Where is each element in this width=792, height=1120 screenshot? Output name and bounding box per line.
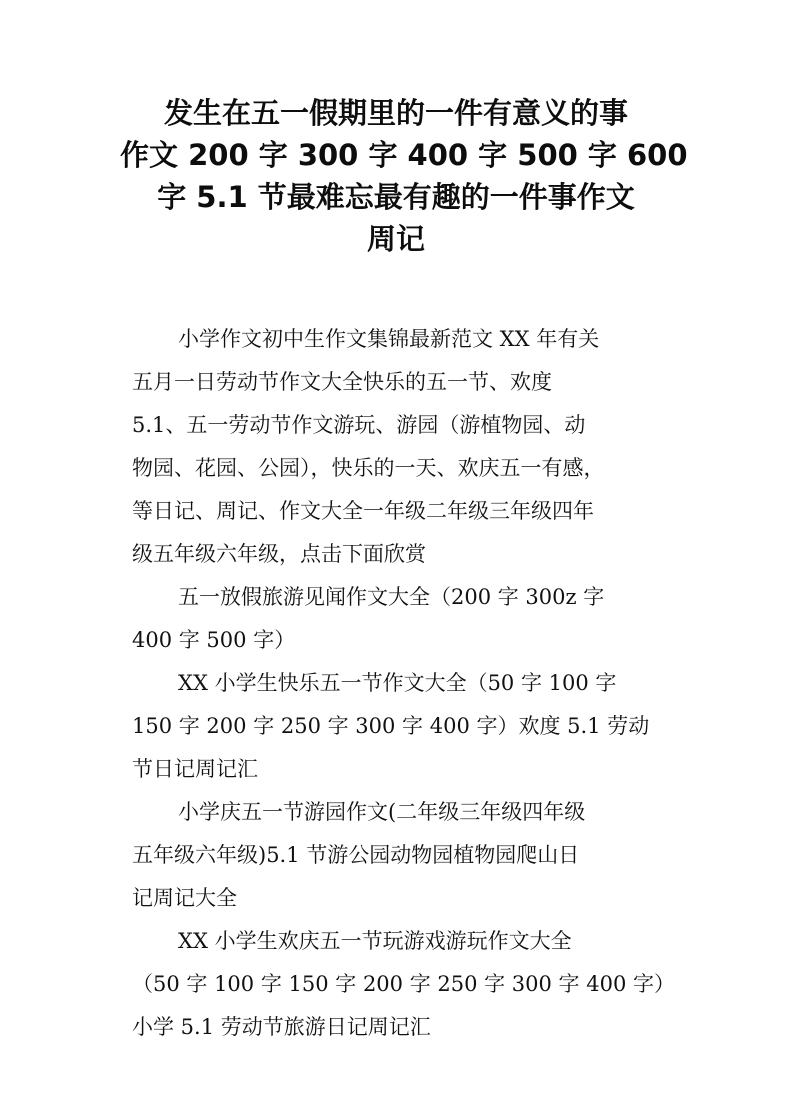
paragraph-2	[132, 576, 660, 662]
paragraph-line: 级五年级六年级，点击下面欣赏	[132, 542, 426, 566]
paragraph-line: 五年级六年级)5.1 节游公园动物园植物园爬山日	[132, 843, 580, 867]
paragraph-5	[132, 920, 675, 1049]
paragraph-line: 小学 5.1 劳动节旅游日记周记汇	[132, 1015, 431, 1039]
paragraph-line: XX 小学生快乐五一节作文大全（50 字 100 字	[178, 671, 617, 695]
paragraph-line: （50 字 100 字 150 字 200 字 250 字 300 字 400 字）	[132, 972, 675, 996]
paragraph-line: 400 字 500 字）	[132, 628, 296, 652]
title-line-1: 发生在五一假期里的一件有意义的事	[163, 96, 628, 130]
title-line-2: 作文 200 字 300 字 400 字 500 字 600	[120, 138, 688, 172]
paragraph-line: 记周记大全	[132, 886, 237, 910]
paragraph-line: 150 字 200 字 250 字 300 字 400 字）欢度 5.1 劳动	[132, 714, 650, 738]
paragraph-line: 5.1、五一劳动节作文游玩、游园（游植物园、动	[132, 413, 586, 437]
title-line-4: 周记	[366, 222, 425, 256]
paragraph-line: 小学庆五一节游园作文(二年级三年级四年级	[178, 800, 586, 824]
paragraph-line: 小学作文初中生作文集锦最新范文 XX 年有关	[178, 327, 600, 351]
title-line-3: 字 5.1 节最难忘最有趣的一件事作文	[157, 180, 635, 214]
paragraph-3	[132, 662, 660, 791]
document-body	[132, 318, 675, 1049]
paragraph-1	[132, 318, 660, 576]
paragraph-line: 等日记、周记、作文大全一年级二年级三年级四年	[132, 499, 594, 523]
document-title	[120, 92, 688, 260]
paragraph-line: 五一放假旅游见闻作文大全（200 字 300z 字	[178, 585, 605, 609]
paragraph-line: 节日记周记汇	[132, 757, 258, 781]
paragraph-4	[132, 791, 660, 920]
paragraph-line: XX 小学生欢庆五一节玩游戏游玩作文大全	[178, 929, 572, 953]
paragraph-line: 五月一日劳动节作文大全快乐的五一节、欢度	[132, 370, 552, 394]
paragraph-line: 物园、花园、公园），快乐的一天、欢庆五一有感，	[132, 456, 605, 480]
